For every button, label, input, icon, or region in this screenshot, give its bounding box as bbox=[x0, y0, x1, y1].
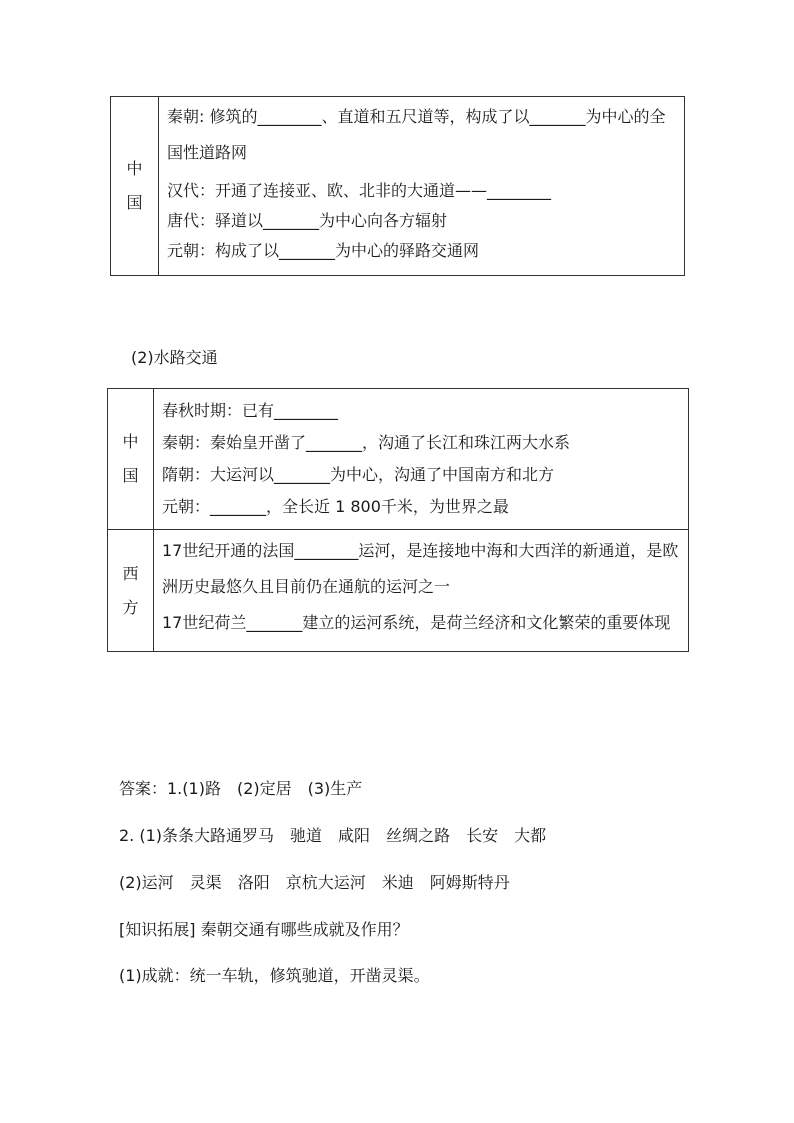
achievement-line: (1)成就：统一车轨，修筑驰道，开凿灵渠。 bbox=[119, 966, 430, 985]
list-item: 17世纪开通的法国________运河，是连接地中海和大西洋的新通道，是欧洲历史最悠久且目前仍在通航的运河之一 bbox=[162, 541, 679, 596]
list-item: 春秋时期：已有________ bbox=[162, 401, 339, 420]
list-item: 汉代：开通了连接亚、欧、北非的大通道——________ bbox=[167, 181, 552, 200]
west-water-content bbox=[154, 530, 689, 652]
list-item: 秦朝: 修筑的________、直道和五尺道等，构成了以_______为中心的全国性道路网 bbox=[167, 107, 666, 162]
list-item: 17世纪荷兰_______建立的运河系统，是荷兰经济和文化繁荣的重要体现 bbox=[162, 613, 671, 632]
table-row bbox=[108, 530, 689, 652]
list-item: 元朝：构成了以_______为中心的驿路交通网 bbox=[167, 241, 480, 260]
table-row bbox=[111, 97, 685, 276]
china-water-content bbox=[154, 389, 689, 530]
region-label-west: 西 方 bbox=[108, 530, 154, 652]
answer-line-1: 答案：1.(1)路 (2)定居 (3)生产 bbox=[119, 779, 363, 798]
answer-line-2: 2. (1)条条大路通罗马 驰道 咸阳 丝绸之路 长安 大都 bbox=[119, 826, 547, 845]
land-transport-table bbox=[110, 96, 685, 276]
land-transport-content bbox=[159, 97, 685, 276]
table-row bbox=[108, 389, 689, 530]
water-transport-heading: (2)水路交通 bbox=[131, 348, 218, 367]
water-transport-table bbox=[107, 388, 689, 652]
list-item: 隋朝：大运河以_______为中心，沟通了中国南方和北方 bbox=[162, 465, 555, 484]
list-item: 秦朝：秦始皇开凿了_______，沟通了长江和珠江两大水系 bbox=[162, 433, 571, 452]
list-item: 元朝：_______，全长近 1 800千米，为世界之最 bbox=[162, 497, 509, 516]
answer-line-3: (2)运河 灵渠 洛阳 京杭大运河 米迪 阿姆斯特丹 bbox=[119, 873, 510, 892]
knowledge-extension: [知识拓展] 秦朝交通有哪些成就及作用？ bbox=[119, 920, 409, 939]
region-label-china: 中 国 bbox=[111, 97, 159, 276]
list-item: 唐代：驿道以_______为中心向各方辐射 bbox=[167, 211, 448, 230]
region-label-china: 中 国 bbox=[108, 389, 154, 530]
